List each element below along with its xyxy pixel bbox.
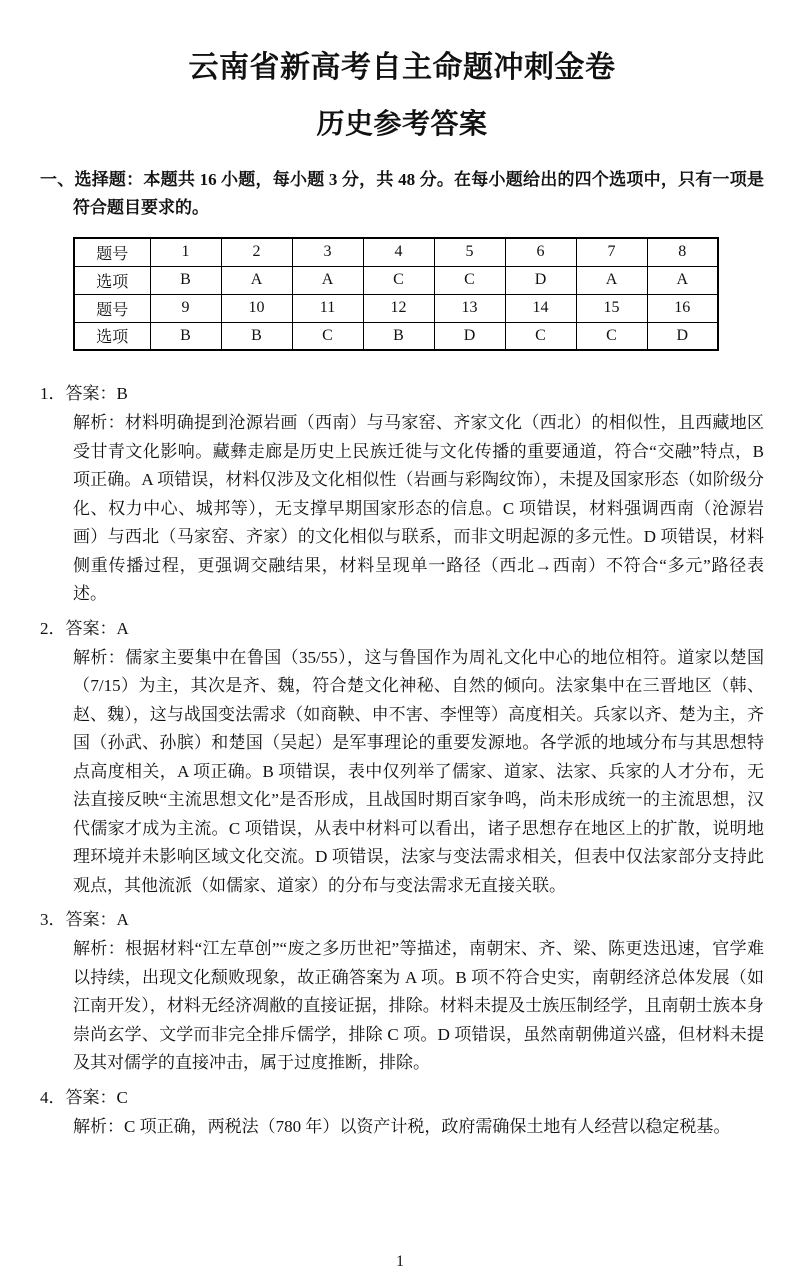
answer-item-2 xyxy=(40,614,764,901)
table-cell: D xyxy=(434,322,505,350)
table-cell: 14 xyxy=(505,294,576,322)
answer-head xyxy=(40,1083,764,1113)
answer-number: 4． xyxy=(40,1087,66,1107)
answer-number: 1． xyxy=(40,384,66,403)
table-cell: B xyxy=(363,322,434,350)
table-cell: 11 xyxy=(292,294,363,322)
page-number: 1 xyxy=(396,1253,404,1270)
table-cell: B xyxy=(221,322,292,350)
table-cell: 4 xyxy=(363,238,434,266)
answer-explanation: 解析：根据材料“江左草创”“废之多历世祀”等描述，南朝宋、齐、梁、陈更迭迅速，官学难以持续，出现文化颓败现象，故正确答案为 A 项。B 项不符合史实，南朝经济总体发展（如江南开发），材料无经济凋敝的直接证据，排除。材料未提及士族压制经学，且南朝士族本身崇尚玄学、文学而非完全排斥儒学，排除 C 项。D 项错误，虽然南朝佛道兴盛，但材料未提及其对儒学的直接冲击，属于过度推断，排除。 xyxy=(73,939,764,1072)
table-cell: A xyxy=(292,266,363,294)
table-cell: 2 xyxy=(221,238,292,266)
answer-item-1 xyxy=(40,379,764,609)
table-cell: C xyxy=(576,322,647,350)
table-cell: A xyxy=(221,266,292,294)
table-cell: C xyxy=(292,322,363,350)
answer-explanation: 解析：材料明确提到沧源岩画（西南）与马家窑、齐家文化（西北）的相似性，且西藏地区受甘青文化影响。藏彝走廊是历史上民族迁徙与文化传播的重要通道，符合“交融”特点，B 项正确。A 项错误，材料仅涉及文化相似性（岩画与彩陶纹饰），未提及国家形态（如阶级分化、权力中心、城邦等），无支撑早期国家形态的信息。C 项错误，材料强调西南（沧源岩画）与西北（马家窑、齐家）的文化相似与联系，而非文明起源的多元性。D 项错误，材料侧重传播过程，更强调交融结果，材料呈现单一路径（西北→西南）不符合“多元”路径表述。 xyxy=(73,413,764,603)
answer-number: 2． xyxy=(40,618,66,638)
table-cell: 10 xyxy=(221,294,292,322)
table-cell-header: 选项 xyxy=(74,266,150,294)
table-cell: A xyxy=(647,266,718,294)
table-cell: D xyxy=(647,322,718,350)
table-cell-header: 题号 xyxy=(74,294,150,322)
table-row xyxy=(74,322,718,350)
answer-item-4 xyxy=(40,1083,764,1142)
table-cell: 12 xyxy=(363,294,434,322)
table-cell: B xyxy=(150,322,221,350)
table-cell: C xyxy=(505,322,576,350)
table-cell: 7 xyxy=(576,238,647,266)
answer-explanation: 解析：儒家主要集中在鲁国（35/55），这与鲁国作为周礼文化中心的地位相符。道家以楚国（7/15）为主，其次是齐、魏，符合楚文化神秘、自然的倾向。法家集中在三晋地区（韩、赵、魏），这与战国变法需求（如商鞅、申不害、李悝等）高度相关。兵家以齐、楚为主，齐国（孙武、孙膑）和楚国（吴起）是军事理论的重要发源地。各学派的地域分布与其思想特点高度相关，A 项正确。B 项错误，表中仅列举了儒家、道家、法家、兵家的人才分布，无法直接反映“主流思想文化”是否形成，且战国时期百家争鸣，尚未形成统一的主流思想，汉代儒家才成为主流。C 项错误，从表中材料可以看出，诸子思想存在地区上的扩散，说明地理环境并未影响区域文化交流。D 项错误，法家与变法需求相关，但表中仅法家部分支持此观点，其他流派（如儒家、道家）的分布与变法需求无直接关联。 xyxy=(73,647,764,895)
page-subtitle: 历史参考答案 xyxy=(316,109,488,140)
answer-item-3 xyxy=(40,905,764,1078)
table-cell: 8 xyxy=(647,238,718,266)
answer-head xyxy=(40,905,764,935)
answer-number: 3． xyxy=(40,910,66,929)
answer-label: 答案：B xyxy=(65,384,128,403)
table-cell: 6 xyxy=(505,238,576,266)
answer-explanation: 解析：C 项正确，两税法（780 年）以资产计税，政府需确保土地有人经营以稳定税基。 xyxy=(73,1116,731,1136)
table-cell: 16 xyxy=(647,294,718,322)
table-cell-header: 题号 xyxy=(74,238,150,266)
answer-label: 答案：A xyxy=(65,618,129,638)
table-cell: 15 xyxy=(576,294,647,322)
answer-key-table xyxy=(73,237,719,351)
answer-label: 答案：A xyxy=(65,910,129,929)
answers-list xyxy=(40,379,764,1141)
answer-head xyxy=(40,614,764,644)
answer-label: 答案：C xyxy=(65,1087,128,1107)
table-cell: A xyxy=(576,266,647,294)
table-cell: D xyxy=(505,266,576,294)
table-cell: C xyxy=(363,266,434,294)
table-cell: 3 xyxy=(292,238,363,266)
answer-head xyxy=(40,379,764,409)
section-one-heading: 一、选择题：本题共 16 小题，每小题 3 分，共 48 分。在每小题给出的四个选项中，只有一项是符合题目要求的。 xyxy=(40,170,764,217)
table-cell: 5 xyxy=(434,238,505,266)
table-row xyxy=(74,238,718,266)
table-row xyxy=(74,266,718,294)
table-cell: 1 xyxy=(150,238,221,266)
table-cell-header: 选项 xyxy=(74,322,150,350)
table-cell: 13 xyxy=(434,294,505,322)
table-cell: C xyxy=(434,266,505,294)
table-row xyxy=(74,294,718,322)
table-cell: 9 xyxy=(150,294,221,322)
table-cell: B xyxy=(150,266,221,294)
page-title: 云南省新高考自主命题冲刺金卷 xyxy=(188,51,616,84)
